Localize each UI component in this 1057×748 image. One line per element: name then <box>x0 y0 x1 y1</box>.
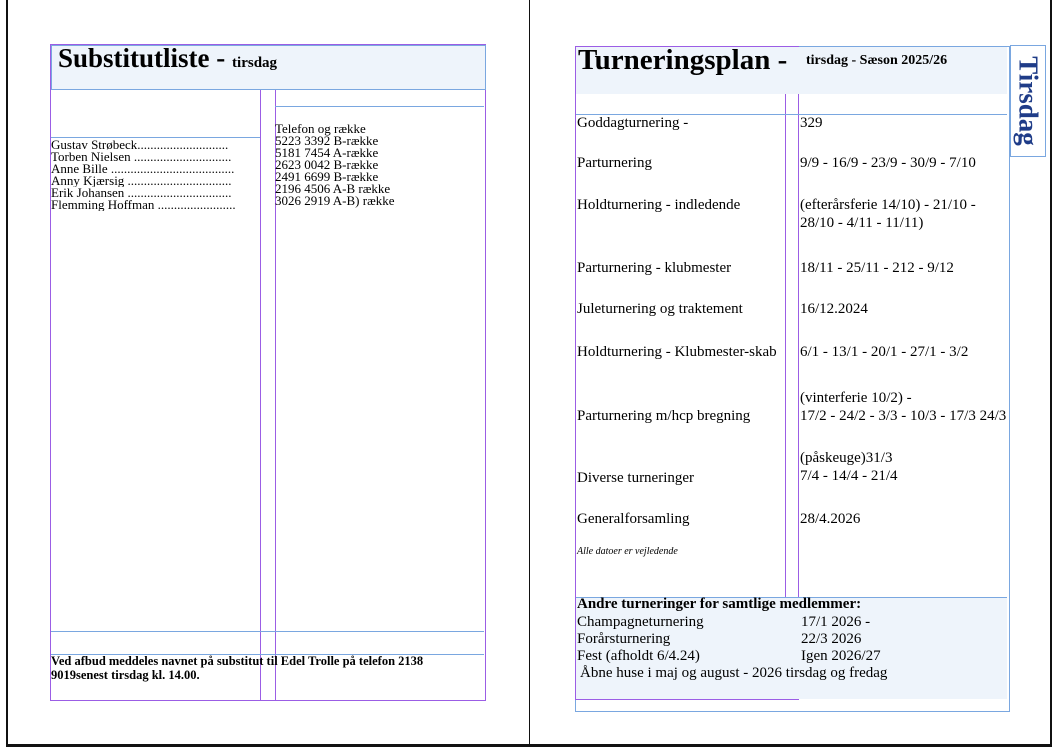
schedule-label: Parturnering m/hcp bregning <box>577 408 751 424</box>
schedule-label: Holdturnering - Klubmester-skab <box>577 344 777 360</box>
phone-header: Telefon og række <box>275 121 366 136</box>
other-tournament-date: Igen 2026/27 <box>801 648 881 664</box>
schedule-label: Parturnering <box>577 155 652 171</box>
other-tournament-date: 17/1 2026 - <box>801 614 871 630</box>
open-house-note: Åbne huse i maj og august - 2026 tirsdag og fredag <box>580 665 888 681</box>
other-tournament-label: Forårsturnering <box>577 631 671 647</box>
spine-divider <box>529 0 530 744</box>
schedule-dates: 18/11 - 25/11 - 212 - 9/12 <box>800 260 954 276</box>
schedule-dates: 6/1 - 13/1 - 20/1 - 27/1 - 3/2 <box>800 344 969 360</box>
phone-header-rule <box>275 88 484 107</box>
phone-entry: 5223 3392 B-række <box>275 133 379 148</box>
schedule-dates: 7/4 - 14/4 - 21/4 <box>800 468 898 484</box>
page-title: Substitutliste - tirsdag <box>58 43 278 73</box>
substitute-name-list <box>51 139 259 211</box>
schedule-dates-pre: (vinterferie 10/2) - <box>800 390 912 406</box>
schedule-label: Holdturnering - indledende <box>577 197 741 213</box>
schedule-subtitle: tirsdag - Sæson 2025/26 <box>806 53 948 68</box>
schedule-dates: 329 <box>800 115 823 131</box>
schedule-dates: 17/2 - 24/2 - 3/3 - 10/3 - 17/3 24/3 <box>800 408 1007 424</box>
phone-entry: 3026 2919 A-B) række <box>275 193 395 208</box>
schedule-dates-post: (påskeuge)31/3 <box>800 450 893 466</box>
schedule-label: Juleturnering og traktement <box>577 301 743 317</box>
schedule-dates: 28/4.2026 <box>800 511 861 527</box>
substitute-name: Anne Bille ...................................... <box>51 163 235 175</box>
names-rule <box>51 137 260 138</box>
right-title-rule <box>576 94 1007 115</box>
schedule-label: Diverse turneringer <box>577 470 695 486</box>
substitute-name: Gustav Strøbeck............................ <box>51 139 229 151</box>
phone-entry: 2623 0042 B-række <box>275 157 379 172</box>
left-gutter-frame <box>260 44 276 701</box>
other-tournament-label: Fest (afholdt 6/4.24) <box>577 648 700 664</box>
schedule-title: Turneringsplan - <box>578 44 788 76</box>
schedule-label: Goddagturnering - <box>577 115 689 131</box>
schedule-label: Parturnering - klubmester <box>577 260 732 276</box>
footer-rule <box>51 631 484 655</box>
disclaimer-note: Alle datoer er vejledende <box>577 546 678 557</box>
schedule-dates: 9/9 - 16/9 - 23/9 - 30/9 - 7/10 <box>800 155 976 171</box>
phone-list <box>275 123 480 207</box>
other-tournaments-heading: Andre turneringer for samtlige medlemmer: <box>577 596 862 612</box>
schedule-dates: 16/12.2024 <box>800 301 868 317</box>
substitute-name: Anny Kjærsig ................................ <box>51 175 232 187</box>
footer-note: Ved afbud meddeles navnet på substitut til Edel Trolle på telefon 2138 9019senest tirsdag kl. 14.00. <box>51 654 424 682</box>
other-tournament-label: Champagneturnering <box>577 614 704 630</box>
schedule-dates: (efterårsferie 14/10) - 21/10 - 28/10 - 4/11 - 11/11) <box>800 197 976 231</box>
substitute-name: Torben Nielsen .............................. <box>51 151 232 163</box>
vertical-day-label: Tirsdag <box>1010 45 1046 157</box>
other-tournament-date: 22/3 2026 <box>801 631 862 647</box>
phone-entry: 2196 4506 A-B række <box>275 181 391 196</box>
phone-entry: 2491 6699 B-række <box>275 169 379 184</box>
schedule-label: Generalforsamling <box>577 511 690 527</box>
phone-entry: 5181 7454 A-række <box>275 145 379 160</box>
substitute-name: Flemming Hoffman ........................ <box>51 199 236 211</box>
substitute-name: Erik Johansen ................................ <box>51 187 232 199</box>
